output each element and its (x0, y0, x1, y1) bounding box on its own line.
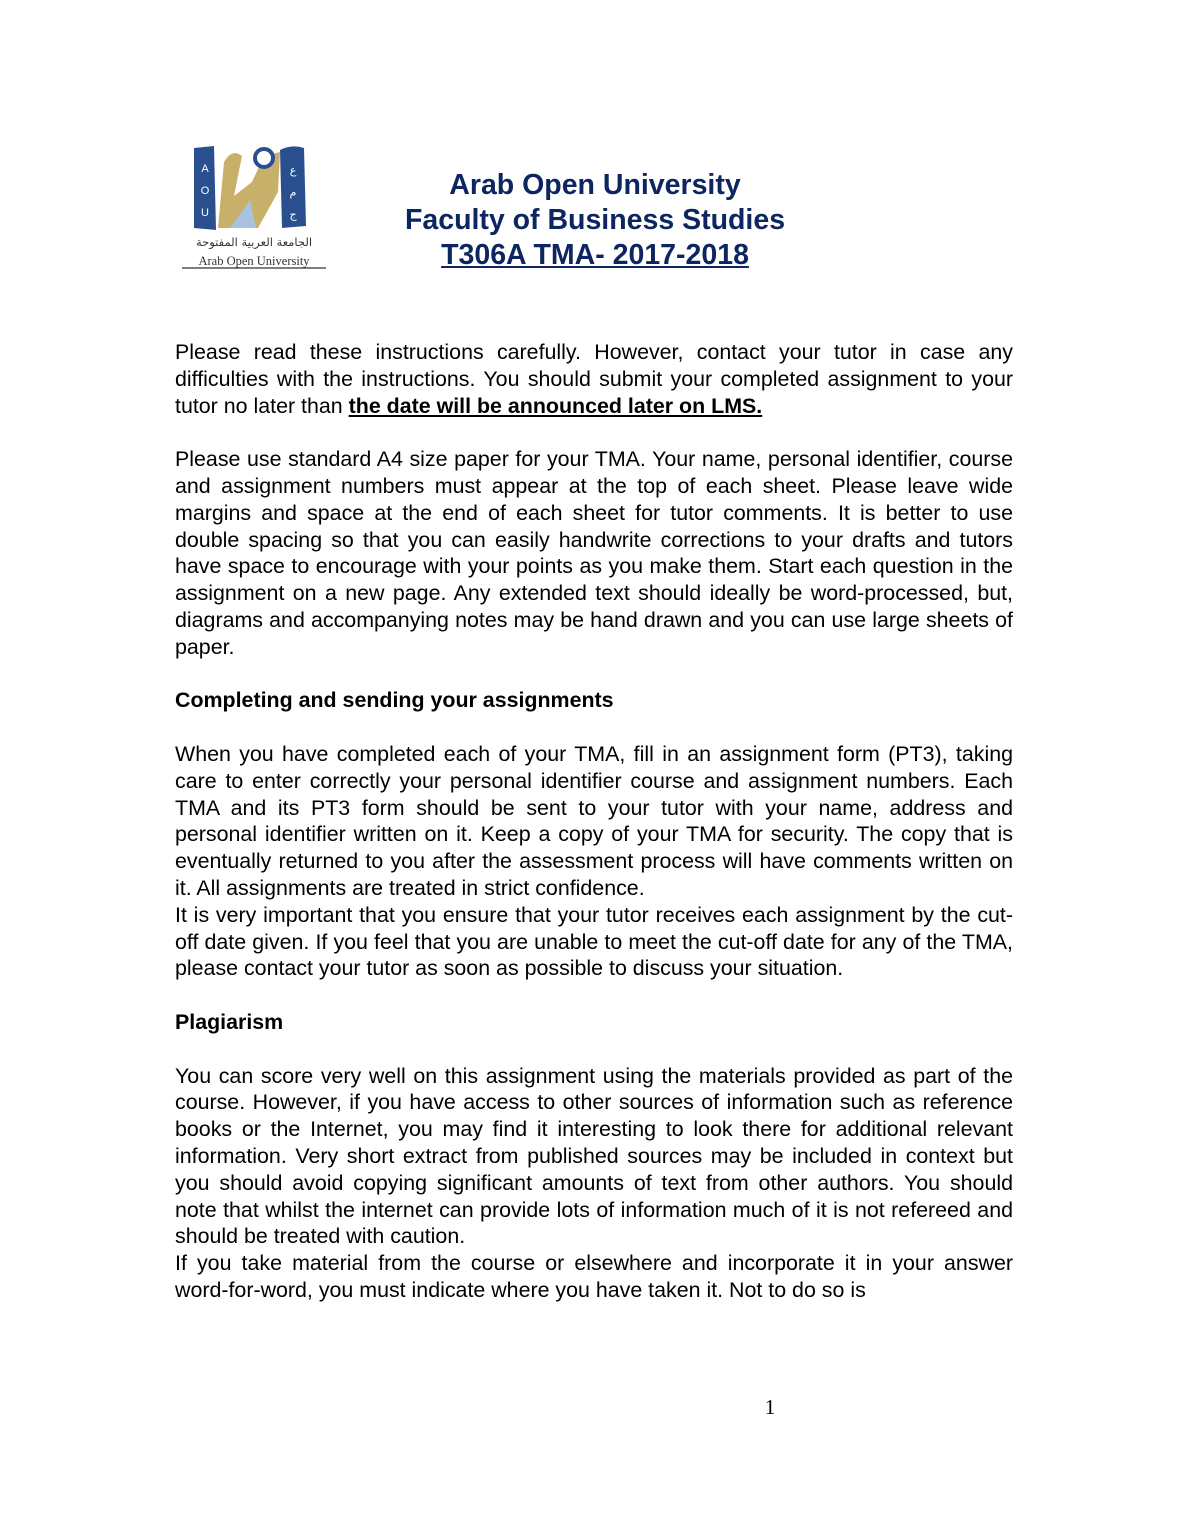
page-number: 1 (764, 1395, 776, 1419)
university-logo (180, 142, 328, 272)
logo-head-circle (255, 149, 273, 167)
svg-text:ع: ع (289, 164, 297, 177)
completing-paragraph-1: When you have completed each of your TMA, fill in an assignment form (PT3), taking care to enter correctly your personal identifier course and assignment numbers. Each TMA and its PT3 form should be sent to your tutor with your name, address and personal identifier written on it. Keep a copy of your TMA for security. The copy that is eventually returned to you after the assessment process will have comments written on it. All assignments are treated in strict confidence. (175, 741, 1013, 900)
faculty-title: Faculty of Business Studies (404, 204, 786, 236)
svg-text:م: م (289, 186, 297, 199)
completing-paragraph-2: It is very important that you ensure that your tutor receives each assignment by the cut-off date given. If you feel that you are unable to meet the cut-off date for any of the TMA, please contact your tutor as soon as possible to discuss your situation. (175, 902, 1013, 981)
svg-text:O: O (200, 185, 210, 197)
logo-arabic-name: الجامعة العربية المفتوحة (195, 235, 313, 249)
course-title: T306A TMA- 2017-2018 (441, 239, 749, 271)
document-body (175, 339, 1013, 1419)
svg-text:U: U (201, 207, 209, 219)
plagiarism-heading: Plagiarism (175, 1009, 284, 1034)
intro-text: Please read these instructions carefully. However, contact your tutor in case any difficulties with the instructions. You should submit your completed assignment to your tutor no later than (175, 340, 1013, 418)
plagiarism-paragraph-2: If you take material from the course or elsewhere and incorporate it in your answer word-for-word, you must indicate where you have taken it. Not to do so is (175, 1251, 1013, 1302)
paper-paragraph: Please use standard A4 size paper for your TMA. Your name, personal identifier, course and assignment numbers must appear at the top of each sheet. Please leave wide margins and space at the end of each sheet for tutor comments. It is better to use double spacing so that you can easily handwrite corrections to your drafts and tutors have space to encourage with your points as you make them. Start each question in the assignment on a new page. Any extended text should ideally be word-processed, but, diagrams and accompanying notes may be hand drawn and you can use large sheets of paper. (175, 447, 1013, 659)
intro-paragraph (175, 339, 1013, 419)
completing-heading: Completing and sending your assignments (175, 688, 614, 713)
svg-text:ج: ج (289, 208, 297, 221)
svg-text:A: A (201, 163, 209, 175)
deadline-text: the date will be announced later on LMS. (348, 393, 763, 418)
university-title: Arab Open University (449, 169, 741, 201)
plagiarism-paragraph-1: You can score very well on this assignment using the materials provided as part of the course. However, if you have access to other sources of information such as reference books or the Internet, you may find it interesting to look there for additional relevant information. Very short extract from published sources may be included in context but you should avoid copying significant amounts of text from other authors. You should note that whilst the internet can provide lots of information much of it is not refereed and should be treated with caution. (175, 1063, 1013, 1249)
logo-english-name: Arab Open University (198, 254, 310, 268)
document-header (360, 168, 830, 273)
